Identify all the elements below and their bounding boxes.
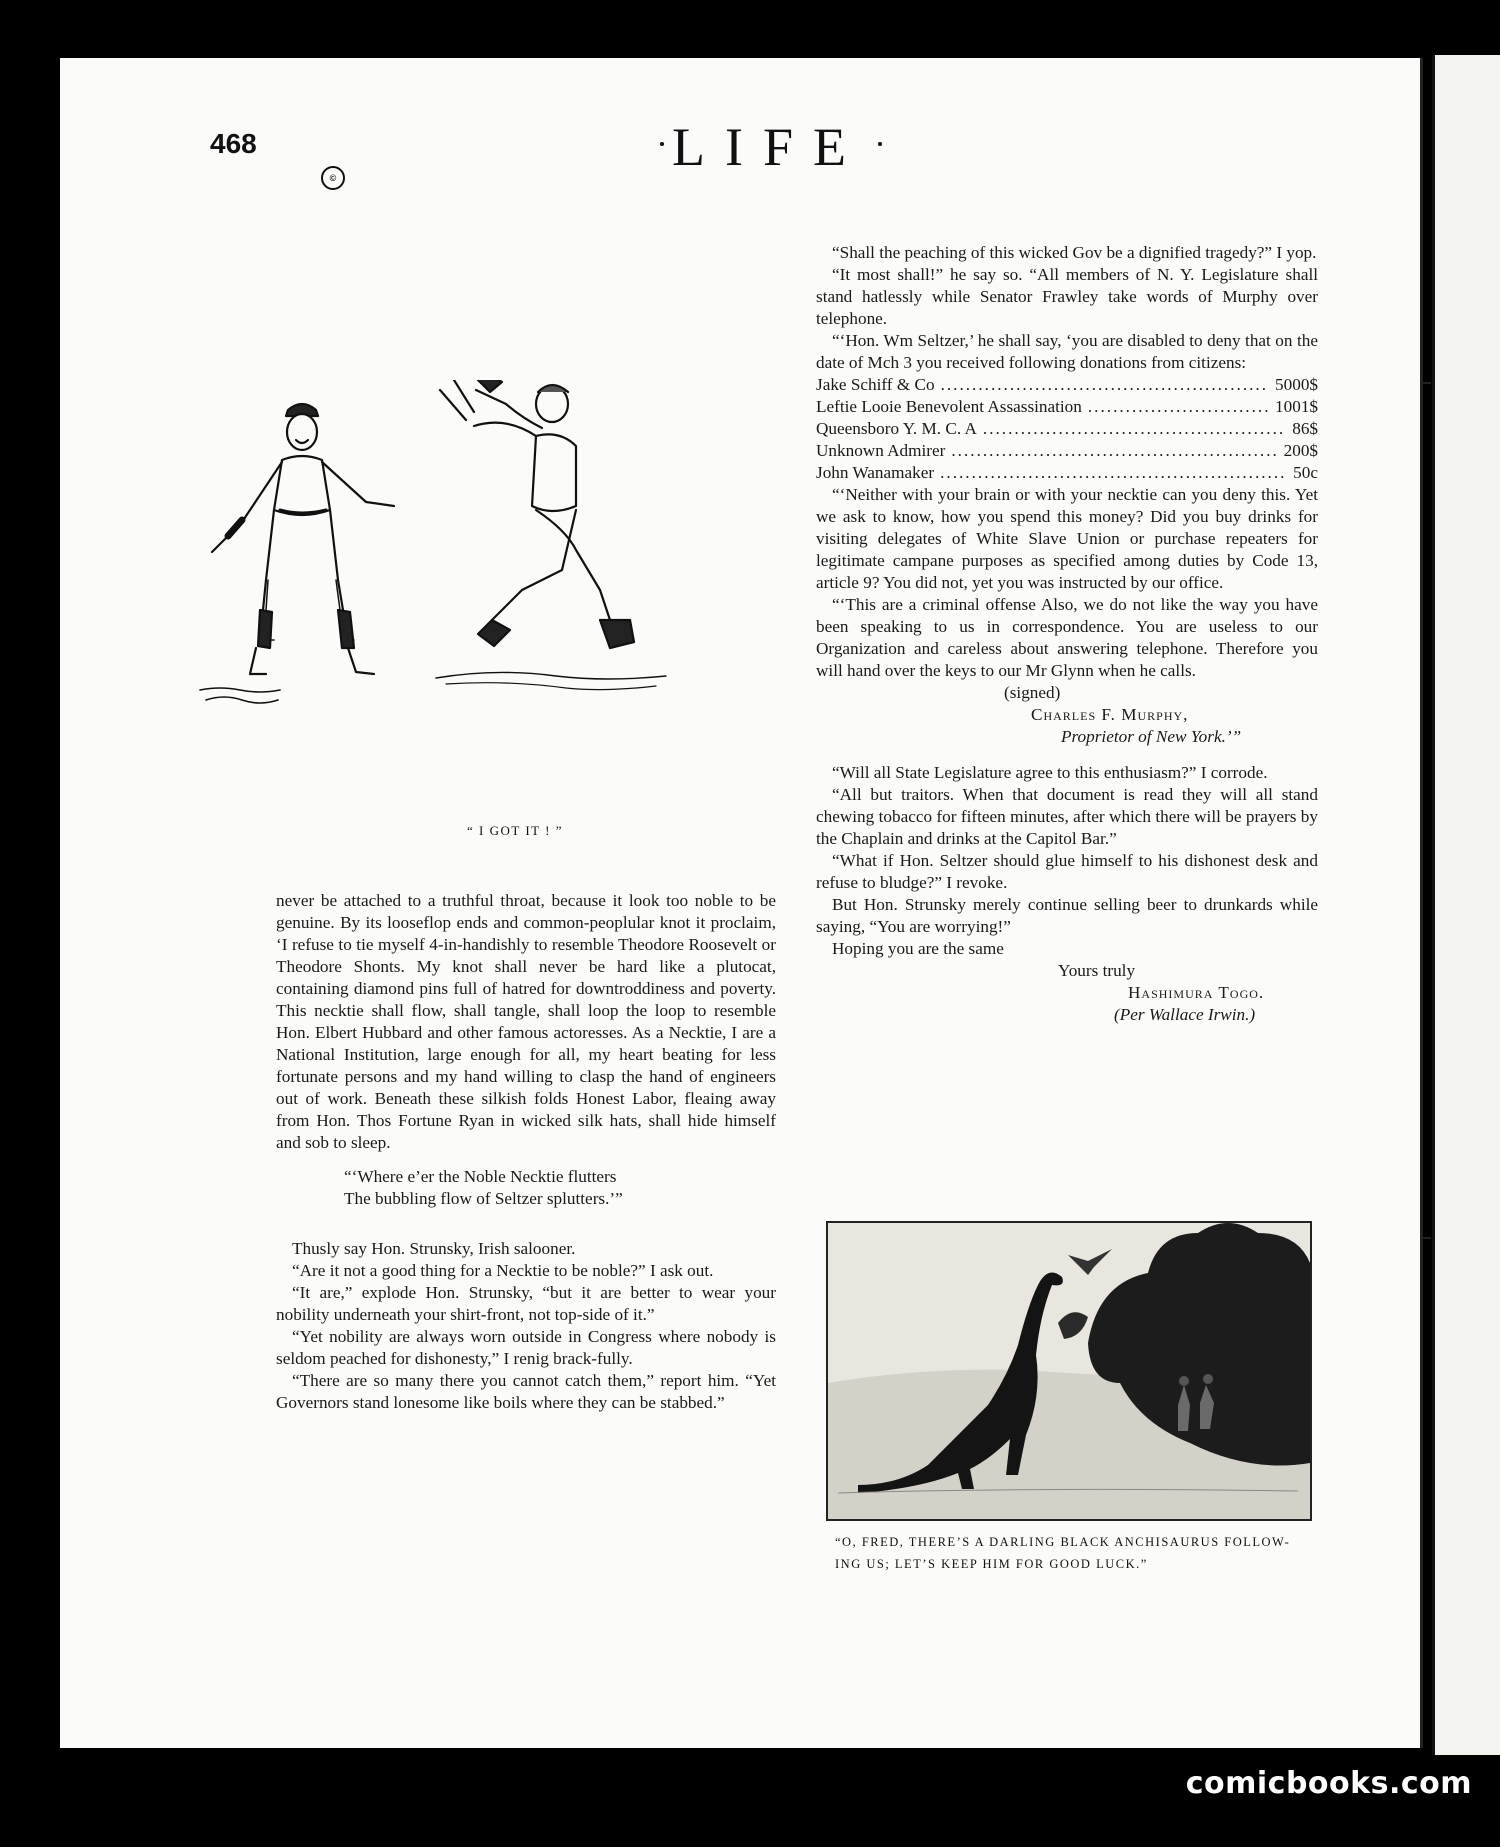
- leader-dots: [941, 374, 1269, 396]
- donor-name: Leftie Looie Benevolent Assassination: [816, 397, 1082, 416]
- paragraph: But Hon. Strunsky merely continue selling beer to drunkards while saying, “You are worrying!”: [816, 895, 1318, 936]
- site-watermark: comicbooks.com: [1185, 1766, 1472, 1801]
- paragraph: “Yet nobility are always worn outside in Congress where nobody is seldom peached for dishonesty,” I renig brack-fully.: [276, 1327, 776, 1368]
- dinosaur-scene-icon: [828, 1223, 1310, 1519]
- donation-row: [816, 374, 1318, 396]
- paragraph: never be attached to a truthful throat, because it look too noble to be genuine. By its looseflop ends and common-peoplular knot it proclaim, ‘I refuse to tie myself 4-in-handishly to resemble Theodore Roosevelt or Theodore Shonts. My knot shall never be hard like a plutocat, containing diamond pins full of hatred for downtroddiness and poverty. This necktie shall flow, shall tangle, shall loop the loop to resemble Hon. Elbert Hubbard and other famous actoresses. As a Necktie, I are a National Institution, large enough for all, my heart beating for less fortunate persons and my hand willing to clasp the hand of engineers out of work. Beneath these silkish folds Honest Labor, fleaing away from Hon. Thos Fortune Ryan in wicked silk hats, shall hide himself and sob to sleep.: [276, 891, 776, 1152]
- donation-amount: 86$: [1292, 419, 1318, 438]
- leader-dots: [1088, 396, 1269, 418]
- donation-amount: 5000$: [1275, 375, 1318, 394]
- masthead-dot: [660, 142, 664, 146]
- verse-line: “‘Where e’er the Noble Necktie flutters: [344, 1167, 617, 1186]
- paragraph: “It are,” explode Hon. Strunsky, “but it are better to wear your nobility underneath your shirt-front, not top-side of it.”: [276, 1283, 776, 1324]
- paragraph: “Will all State Legislature agree to this enthusiasm?” I corrode.: [832, 763, 1268, 782]
- donation-amount: 50c: [1293, 463, 1318, 482]
- baseball-cartoon-illustration: [196, 380, 796, 810]
- leader-dots: [940, 462, 1287, 484]
- page-edge-tick: [1421, 1237, 1431, 1239]
- paragraph: “‘Hon. Wm Seltzer,’ he shall say, ‘you are disabled to deny that on the date of Mch 3 you received following donations from citizens:: [816, 331, 1318, 372]
- donation-row: [816, 440, 1318, 462]
- verse-line: The bubbling flow of Seltzer splutters.’”: [344, 1189, 623, 1208]
- paragraph: “‘This are a criminal offense Also, we do not like the way you have been speaking to us in correspondence. You are useless to our Organization and careless about answering telephone. Therefore you will hand over the keys to our Mr Glynn when he calls.: [816, 595, 1318, 680]
- page-number: 468: [210, 128, 257, 159]
- donation-amount: 1001$: [1275, 397, 1318, 416]
- page-title: LIFE: [672, 117, 866, 177]
- paragraph: Thusly say Hon. Strunsky, Irish salooner.: [292, 1239, 576, 1258]
- paragraph: “All but traitors. When that document is read they will all stand chewing tobacco for fifteen minutes, after which there will be prayers by the Chaplain and drinks at the Capitol Bar.”: [816, 785, 1318, 848]
- cartoon1-caption: “ I GOT IT ! ”: [467, 823, 563, 838]
- masthead-dot: [878, 142, 882, 146]
- cartoon2-caption-line2: ING US; LET’S KEEP HIM FOR GOOD LUCK.”: [835, 1557, 1148, 1571]
- paragraph: “It most shall!” he say so. “All members of N. Y. Legislature shall stand hatlessly while Senator Frawley take words of Murphy over telephone.: [816, 265, 1318, 328]
- donation-amount: 200$: [1283, 441, 1318, 460]
- signer-name: Charles F. Murphy,: [1031, 705, 1189, 724]
- closing: Yours truly: [1058, 961, 1136, 980]
- signed-line: (signed): [1004, 683, 1061, 702]
- author-credit: (Per Wallace Irwin.): [1114, 1005, 1256, 1024]
- copyright-mark: ©: [321, 166, 345, 190]
- donor-name: Unknown Admirer: [816, 441, 946, 460]
- adjacent-page-edge: [1432, 55, 1500, 1755]
- paragraph: “Shall the peaching of this wicked Gov be a dignified tragedy?” I yop.: [832, 243, 1317, 262]
- paragraph: “Are it not a good thing for a Necktie to be noble?” I ask out.: [292, 1261, 714, 1280]
- cartoon2-caption-line1: “O, FRED, THERE’S A DARLING BLACK ANCHISAURUS FOLLOW-: [835, 1535, 1291, 1549]
- paragraph: “There are so many there you cannot catch them,” report him. “Yet Governors stand lonesome like boils where they can be stabbed.”: [276, 1371, 776, 1412]
- author-name: Hashimura Togo.: [1128, 983, 1265, 1002]
- donation-row: [816, 462, 1318, 484]
- donor-name: Queensboro Y. M. C. A: [816, 419, 977, 438]
- donor-name: John Wanamaker: [816, 463, 935, 482]
- leader-dots: [951, 440, 1277, 462]
- donor-name: Jake Schiff & Co: [816, 375, 935, 394]
- donation-row: [816, 396, 1318, 418]
- left-column-text: [276, 890, 776, 1414]
- paragraph: “What if Hon. Seltzer should glue himself to his dishonest desk and refuse to bludge?” I revoke.: [816, 851, 1318, 892]
- signer-title: Proprietor of New York.’”: [1061, 727, 1242, 746]
- paragraph: “‘Neither with your brain or with your necktie can you deny this. Yet we ask to know, how you spend this money? Did you buy drinks for visiting delegates of White Slave Union or purchase repeaters for legitimate campane purposes as specified among duties by Code 13, article 9? You did not, yet you was instructed by our office.: [816, 485, 1318, 592]
- donations-list: [816, 374, 1318, 484]
- right-column-text: [816, 242, 1318, 1026]
- leader-dots: [983, 418, 1286, 440]
- page-edge-tick: [1421, 382, 1431, 384]
- donation-row: [816, 418, 1318, 440]
- paragraph: Hoping you are the same: [832, 939, 1004, 958]
- dinosaur-cartoon-illustration: [826, 1221, 1312, 1521]
